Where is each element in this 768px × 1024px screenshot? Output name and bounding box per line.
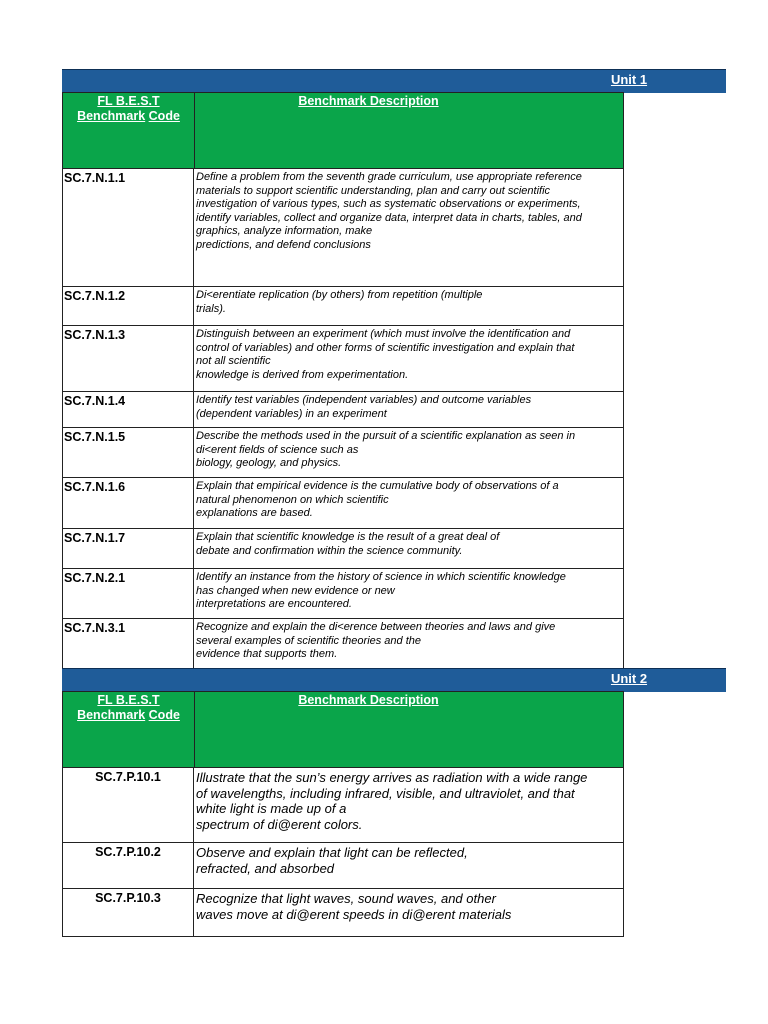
benchmark-code: SC.7.N.2.1: [63, 569, 194, 618]
unit2-title[interactable]: Unit 2: [610, 671, 648, 686]
code-column-header: [63, 93, 195, 168]
benchmark-code: SC.7.P.10.3: [63, 889, 194, 936]
description-column-header: [194, 692, 623, 708]
table-row: [62, 287, 624, 326]
unit1-header-row: [62, 92, 624, 169]
table-row: [62, 529, 624, 569]
table-row: [62, 326, 624, 392]
description-header-label[interactable]: Benchmark Description: [298, 693, 439, 707]
code-header-line2b[interactable]: Code: [148, 708, 180, 722]
benchmark-code: SC.7.P.10.2: [63, 843, 194, 888]
benchmark-description: Observe and explain that light can be reflected, refracted, and absorbed: [196, 845, 468, 876]
unit2-header-row: [62, 691, 624, 768]
code-header-line2a[interactable]: Benchmark: [77, 708, 146, 722]
benchmark-description: Di<erentiate replication (by others) from repetition (multiple trials).: [196, 289, 483, 315]
unit1-bar: [62, 69, 726, 93]
benchmark-description: Explain that scientific knowledge is the result of a great deal of debate and confirmation within the science community.: [196, 531, 500, 557]
benchmark-description: Identify an instance from the history of science in which scientific knowledge has changed when new evidence or new interpretations are encountered.: [196, 571, 566, 610]
description-header-label[interactable]: Benchmark Description: [298, 94, 439, 108]
unit2-bar: [62, 668, 726, 692]
benchmark-code: SC.7.P.10.1: [63, 768, 194, 842]
description-column-header: [194, 93, 623, 109]
benchmark-description: Recognize and explain the di<erence between theories and laws and give several examples of scientific theories and the evidence that supports them.: [196, 621, 556, 660]
table-row: [62, 392, 624, 428]
benchmark-code: SC.7.N.1.7: [63, 529, 194, 568]
table-row: [62, 889, 624, 937]
benchmark-description: Define a problem from the seventh grade curriculum, use appropriate reference materials to support scientific understanding, plan and carry out scientific investigation of various types, such as systematic observations or experiments, identify variables, collect and organize data, interpret data in charts, tables, and graphics, analyze information, make predictions, and defend conclusions: [196, 171, 582, 251]
benchmark-code: SC.7.N.3.1: [63, 619, 194, 668]
code-header-line2a[interactable]: Benchmark: [77, 109, 146, 123]
benchmark-description: Recognize that light waves, sound waves, and other waves move at di@erent speeds in di@erent materials: [196, 891, 512, 922]
benchmark-description: Describe the methods used in the pursuit of a scientific explanation as seen in di<erent fields of science such as biology, geology, and physics.: [196, 430, 576, 469]
benchmark-code: SC.7.N.1.3: [63, 326, 194, 391]
benchmark-description: Illustrate that the sun’s energy arrives as radiation with a wide range of wavelengths, including infrared, visible, and ultraviolet, and that white light is made up of a spectrum of di@erent colors.: [196, 770, 588, 832]
unit1-title[interactable]: Unit 1: [610, 72, 648, 87]
code-header-line2b[interactable]: Code: [148, 109, 180, 123]
code-header-line1[interactable]: FL B.E.S.T: [97, 693, 160, 707]
table-row: [62, 428, 624, 478]
table-row: [62, 619, 624, 669]
table-row: [62, 843, 624, 889]
benchmark-description: Identify test variables (independent variables) and outcome variables (dependent variables) in an experiment: [196, 394, 532, 420]
code-column-header: [63, 692, 195, 767]
benchmark-code: SC.7.N.1.6: [63, 478, 194, 528]
benchmark-code: SC.7.N.1.4: [63, 392, 194, 427]
table-row: [62, 478, 624, 529]
code-header-line1[interactable]: FL B.E.S.T: [97, 94, 160, 108]
table-row: [62, 768, 624, 843]
table-row: [62, 169, 624, 287]
benchmark-code: SC.7.N.1.5: [63, 428, 194, 477]
benchmark-description: Explain that empirical evidence is the cumulative body of observations of a natural phenomenon on which scientific explanations are based.: [196, 480, 559, 519]
benchmark-code: SC.7.N.1.1: [63, 169, 194, 286]
benchmark-code: SC.7.N.1.2: [63, 287, 194, 325]
table-row: [62, 569, 624, 619]
benchmark-description: Distinguish between an experiment (which must involve the identification and control of variables) and other forms of scientific investigation and explain that not all scientific knowledge is derived from experimentation.: [196, 328, 575, 381]
